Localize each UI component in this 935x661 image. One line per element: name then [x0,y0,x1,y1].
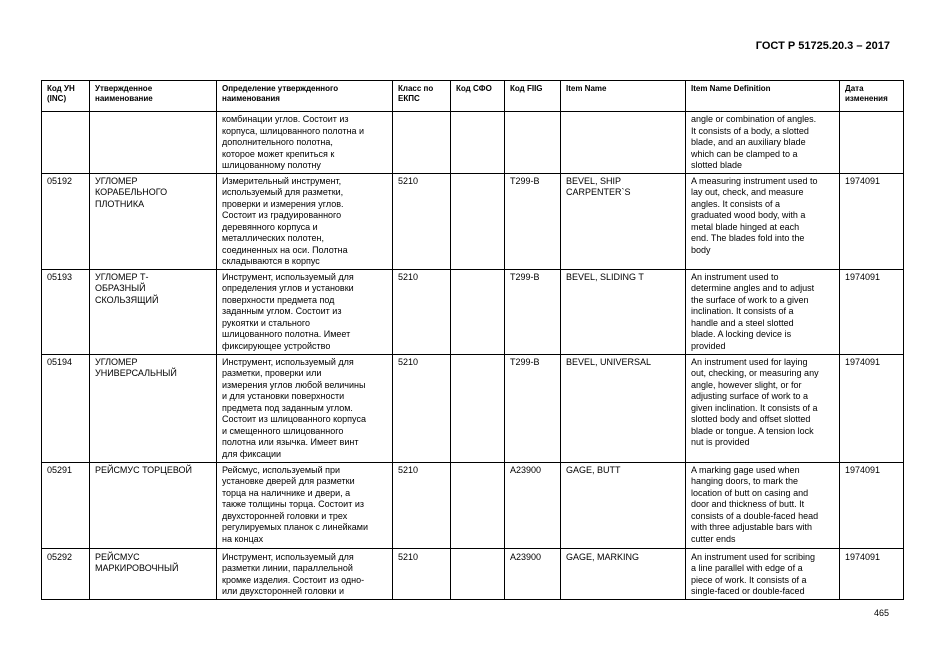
cell-item-definition: An instrument used for scribing a line parallel with edge of a piece of work. It consists of a single-faced or double-faced [686,548,840,599]
cell-class [393,112,451,174]
cell-fiig-code: A23900 [505,548,561,599]
cell-sfo-code [451,173,505,269]
cell-definition: Инструмент, используемый для определения углов и установки поверхности предмета под заданным углом. Состоит из рукоятки и стального шлицованного полотна. Имеет фиксирующее устройство [217,269,393,354]
cell-item-definition: An instrument used for laying out, checking, or measuring any angle, however slight, or for adjusting surface of work to a given inclination. It consists of a slotted body and offset slotted blade or tongue. A tension lock nut is provided [686,354,840,462]
cell-sfo-code [451,269,505,354]
cell-inc: 05192 [42,173,90,269]
table-row [42,354,904,462]
cell-approved-name: УГЛОМЕР УНИВЕРСАЛЬНЫЙ [90,354,217,462]
cell-approved-name: РЕЙСМУС МАРКИРОВОЧНЫЙ [90,548,217,599]
table-row [42,462,904,548]
cell-inc: 05292 [42,548,90,599]
column-header-class: Класс по ЕКПС [393,81,451,112]
cell-definition: Измерительный инструмент, используемый для разметки, проверки и измерения углов. Состоит из градуированного деревянного корпуса и металлических полотен, соединенных на оси. Полотна складываются в корпус [217,173,393,269]
cell-class: 5210 [393,173,451,269]
cell-fiig-code: T299-B [505,354,561,462]
cell-approved-name: РЕЙСМУС ТОРЦЕВОЙ [90,462,217,548]
cell-item-definition: An instrument used to determine angles and to adjust the surface of work to a given inclination. It consists of a handle and a steel slotted blade. A locking device is provided [686,269,840,354]
cell-item-name: BEVEL, SHIP CARPENTER`S [561,173,686,269]
cell-change-date: 1974091 [840,548,904,599]
table-row [42,173,904,269]
cell-class: 5210 [393,269,451,354]
cell-item-name: BEVEL, SLIDING T [561,269,686,354]
cell-item-definition: angle or combination of angles. It consists of a body, a slotted blade, and an auxiliary blade which can be clamped to a slotted blade [686,112,840,174]
cell-fiig-code: A23900 [505,462,561,548]
cell-sfo-code [451,112,505,174]
cell-fiig-code: T299-B [505,269,561,354]
cell-definition: Инструмент, используемый для разметки, проверки или измерения углов любой величины и для установки поверхности предмета под заданным углом. Состоит из шлицованного корпуса и смещенного шлицованного полотна или язычка. Имеет винт для фиксации [217,354,393,462]
cell-fiig-code [505,112,561,174]
page-number: 465 [873,608,889,618]
cell-change-date: 1974091 [840,462,904,548]
items-table [41,80,904,600]
document-code: ГОСТ Р 51725.20.3 – 2017 [755,40,890,52]
cell-inc: 05193 [42,269,90,354]
cell-inc: 05291 [42,462,90,548]
cell-class: 5210 [393,462,451,548]
cell-sfo-code [451,462,505,548]
cell-change-date: 1974091 [840,173,904,269]
cell-item-definition: A marking gage used when hanging doors, to mark the location of butt on casing and door and thickness of butt. It consists of a double-faced head with three adjustable bars with cutter ends [686,462,840,548]
column-header-approved-name: Утвержденное наименование [90,81,217,112]
column-header-change-date: Дата изменения [840,81,904,112]
cell-item-name: GAGE, MARKING [561,548,686,599]
cell-sfo-code [451,548,505,599]
cell-item-name: BEVEL, UNIVERSAL [561,354,686,462]
cell-item-definition: A measuring instrument used to lay out, check, and measure angles. It consists of a graduated wood body, with a metal blade hinged at each end. The blades fold into the body [686,173,840,269]
cell-item-name [561,112,686,174]
column-header-fiig-code: Код FIIG [505,81,561,112]
cell-approved-name: УГЛОМЕР Т- ОБРАЗНЫЙ СКОЛЬЗЯЩИЙ [90,269,217,354]
cell-item-name: GAGE, BUTT [561,462,686,548]
table-row [42,548,904,599]
cell-change-date: 1974091 [840,354,904,462]
cell-approved-name: УГЛОМЕР КОРАБЕЛЬНОГО ПЛОТНИКА [90,173,217,269]
table-header-row [42,81,904,112]
column-header-sfo-code: Код СФО [451,81,505,112]
cell-change-date: 1974091 [840,269,904,354]
column-header-inc: Код УН (INC) [42,81,90,112]
cell-inc: 05194 [42,354,90,462]
cell-inc [42,112,90,174]
column-header-item-definition: Item Name Definition [686,81,840,112]
column-header-definition: Определение утвержденного наименования [217,81,393,112]
cell-definition: комбинации углов. Состоит из корпуса, шлицованного полотна и дополнительного полотна, которое может крепиться к шлицованному полотну [217,112,393,174]
cell-definition: Рейсмус, используемый при установке дверей для разметки торца на наличнике и двери, а также толщины торца. Состоит из двухсторонней головки и трех регулируемых планок с линейками на концах [217,462,393,548]
cell-class: 5210 [393,548,451,599]
cell-fiig-code: T299-B [505,173,561,269]
table-row [42,112,904,174]
cell-approved-name [90,112,217,174]
cell-definition: Инструмент, используемый для разметки линии, параллельной кромке изделия. Состоит из одно- или двухсторонней головки и [217,548,393,599]
cell-class: 5210 [393,354,451,462]
cell-change-date [840,112,904,174]
table-row [42,269,904,354]
cell-sfo-code [451,354,505,462]
column-header-item-name: Item Name [561,81,686,112]
